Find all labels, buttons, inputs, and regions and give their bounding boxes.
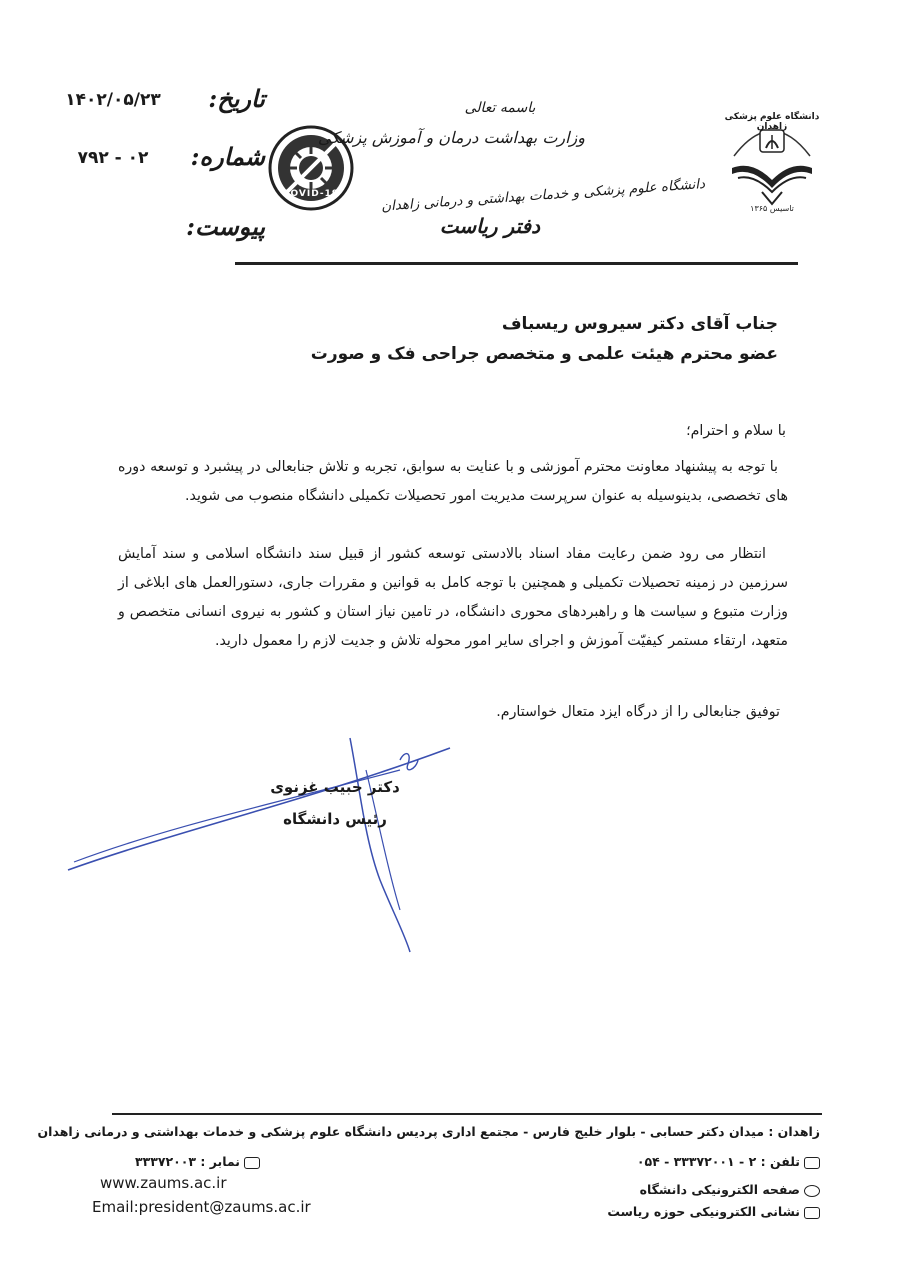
footer-fax (110, 1154, 260, 1169)
university-logo (722, 108, 822, 218)
greeting: با سلام و احترام؛ (686, 423, 786, 439)
footer-phone-text: تلفن : ۲ - ۳۳۳۷۲۰۰۱ - ۰۵۴ (636, 1154, 800, 1169)
logo-year: تاسیس ۱۳۶۵ (750, 204, 794, 213)
ministry-name: وزارت بهداشت درمان و آموزش پزشکی (317, 128, 585, 147)
date-label: تاریخ: (208, 84, 265, 113)
footer-email-label (560, 1204, 820, 1219)
footer-email-label-text: نشانی الکترونیکی حوزه ریاست (607, 1204, 800, 1219)
fax-icon (244, 1157, 260, 1169)
signatory-title: رئیس دانشگاه (283, 810, 387, 828)
footer-address: زاهدان : میدان دکتر حسابی - بلوار خلیج فارس - مجتمع اداری پردیس دانشگاه علوم پزشکی و خدمات بهداشتی و درمانی زاهدان (37, 1124, 820, 1139)
recipient-title: عضو محترم هیئت علمی و متخصص جراحی فک و صورت (310, 344, 778, 364)
invocation: باسمه تعالی (464, 100, 536, 116)
attachment-label: پیوست: (186, 212, 265, 241)
phone-icon (804, 1157, 820, 1169)
mail-icon (804, 1207, 820, 1219)
date-value: ۱۴۰۲/۰۵/۲۳ (65, 90, 161, 110)
footer-website-label-text: صفحه الکترونیکی دانشگاه (639, 1182, 800, 1197)
number-value: ۰۲ - ۷۹۲ (77, 148, 149, 168)
footer-website-label (560, 1182, 820, 1197)
university-name: دانشگاه علوم پزشکی و خدمات بهداشتی و درمانی زاهدان (380, 176, 706, 215)
footer-email-link[interactable]: Email:president@zaums.ac.ir (92, 1198, 311, 1216)
globe-icon (804, 1185, 820, 1197)
footer-divider (112, 1113, 822, 1115)
logo-university-text: دانشگاه علوم پزشکی زاهدان (724, 112, 820, 132)
footer-fax-text: نمابر : ۳۳۳۷۲۰۰۳ (135, 1154, 240, 1169)
number-label: شماره: (190, 142, 265, 171)
office-name: دفتر ریاست (439, 214, 540, 238)
closing-line: توفیق جنابعالی را از درگاه ایزد متعال خواستارم. (496, 704, 780, 720)
covid-stamp-text: COVID-19 (282, 189, 340, 199)
handwritten-signature (60, 730, 460, 960)
paragraph-expectations: انتظار می رود ضمن رعایت مفاد اسناد بالادستی توسعه کشور از قبیل سند دانشگاه اسلامی و سند آمایش سرزمین در زمینه تحصیلات تکمیلی و همچنین با توجه کامل به قوانین و مقررات جاری، دستورالعمل های ابلاغی از وزارت متبوع و سیاست ها و راهبردهای محوری دانشگاه، در تامین نیاز استان و کشور به نیروی انسانی متخصص و متعهد، ارتقاء مستمر کیفیّت آموزش و اجرای سایر امور محوله تلاش و جدیت لازم را معمول دارید. (118, 546, 788, 649)
signatory-name: دکتر حبیب غزنوی (270, 778, 400, 796)
recipient-name: جناب آقای دکتر سیروس ریسباف (501, 314, 778, 334)
paragraph-appointment: با توجه به پیشنهاد معاونت محترم آموزشی و با عنایت به سوابق، تجربه و تلاش جنابعالی در پیشبرد و توسعه دوره های تخصصی، بدینوسیله به عنوان سرپرست مدیریت امور تحصیلات تکمیلی دانشگاه منصوب می شوید. (118, 459, 788, 504)
footer-phone (560, 1154, 820, 1169)
header-divider (235, 262, 798, 265)
footer-website-link[interactable]: www.zaums.ac.ir (100, 1174, 227, 1192)
